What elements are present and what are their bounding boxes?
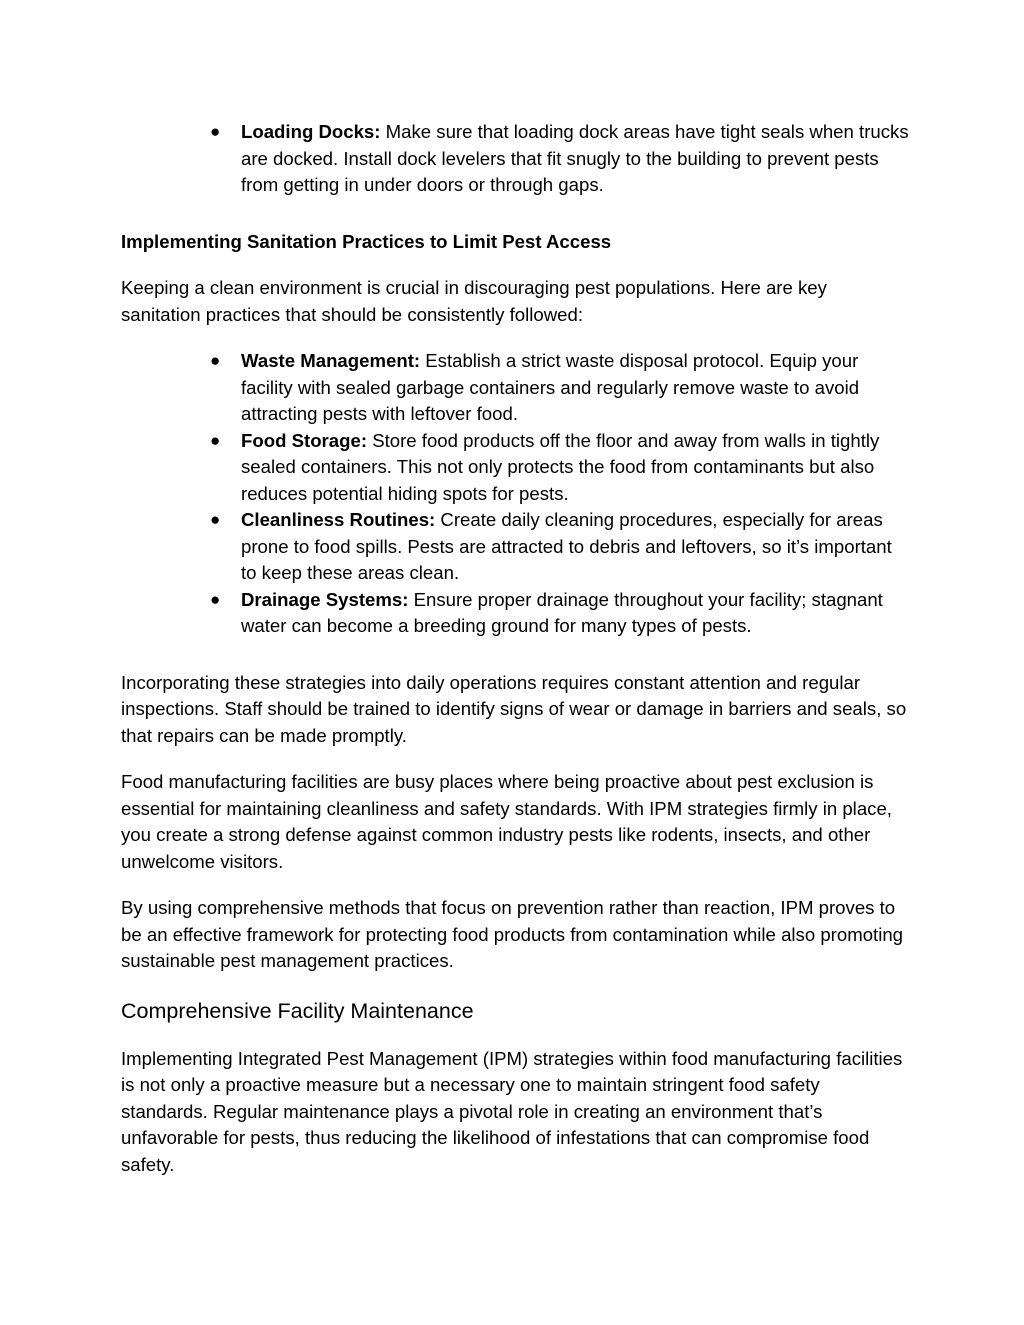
paragraph-food-manufacturing: Food manufacturing facilities are busy places where being proactive about pest exclusion is essential for maintaining cleanliness and safety standards. With IPM strategies firmly in place, you create a strong defense against common industry pests like rodents, insects, and other unwelcome visitors. bbox=[121, 771, 892, 872]
bullet-icon: ● bbox=[210, 122, 221, 141]
bullet-icon: ● bbox=[210, 430, 221, 450]
list-item-term: Waste Management: bbox=[241, 350, 421, 371]
list-item bbox=[210, 348, 911, 428]
list-item-term: Food Storage: bbox=[241, 429, 368, 451]
list-item-term: Loading Docks: bbox=[241, 121, 381, 142]
list-item-text: Ensure proper drainage throughout your facility; stagnant water can become a breeding ground for many types of pests. bbox=[241, 588, 883, 636]
sanitation-intro: Keeping a clean environment is crucial in discouraging pest populations. Here are key sanitation practices that should be consistently followed: bbox=[121, 277, 827, 325]
list-item-term: Drainage Systems: bbox=[241, 588, 409, 610]
paragraph-comprehensive-methods: By using comprehensive methods that focus on prevention rather than reaction, IPM proves to be an effective framework for protecting food products from contamination while also promoting sustainable pest management practices. bbox=[121, 897, 904, 971]
bullet-icon: ● bbox=[210, 510, 221, 529]
paragraph-incorporating: Incorporating these strategies into daily operations requires constant attention and regular inspections. Staff should be trained to identify signs of wear or damage in barriers and seals, so that repairs can be made promptly. bbox=[121, 671, 907, 746]
loading-docks-list bbox=[121, 119, 911, 199]
list-item bbox=[210, 507, 911, 587]
sanitation-heading: Implementing Sanitation Practices to Limit Pest Access bbox=[121, 230, 612, 252]
list-item-text: Make sure that loading dock areas have tight seals when trucks are docked. Install dock levelers that fit snugly to the building to prevent pests from getting in under doors or through gaps. bbox=[241, 121, 909, 195]
maintenance-paragraph: Implementing Integrated Pest Management (IPM) strategies within food manufacturing facilities is not only a proactive measure but a necessary one to maintain stringent food safety standards. Regular maintenance plays a pivotal role in creating an environment that’s unfavorable for pests, thus reducing the likelihood of infestations that can compromise food safety. bbox=[121, 1047, 903, 1175]
list-item-text: Create daily cleaning procedures, especially for areas prone to food spills. Pests are attracted to debris and leftovers, so it’s important to keep these areas clean. bbox=[241, 509, 892, 583]
list-item bbox=[210, 119, 911, 199]
list-item bbox=[210, 587, 911, 640]
list-item-text: Establish a strict waste disposal protocol. Equip your facility with sealed garbage containers and regularly remove waste to avoid attracting pests with leftover food. bbox=[241, 350, 860, 424]
sanitation-list bbox=[121, 348, 911, 640]
maintenance-heading: Comprehensive Facility Maintenance bbox=[121, 998, 474, 1023]
list-item bbox=[210, 428, 911, 508]
list-item-term: Cleanliness Routines: bbox=[241, 509, 436, 530]
document-page bbox=[121, 119, 911, 1178]
bullet-icon: ● bbox=[210, 351, 221, 370]
list-item-text: Store food products off the floor and away from walls in tightly sealed containers. This not only protects the food from contaminants but also reduces potential hiding spots for pests. bbox=[241, 429, 880, 504]
bullet-icon: ● bbox=[210, 589, 221, 609]
